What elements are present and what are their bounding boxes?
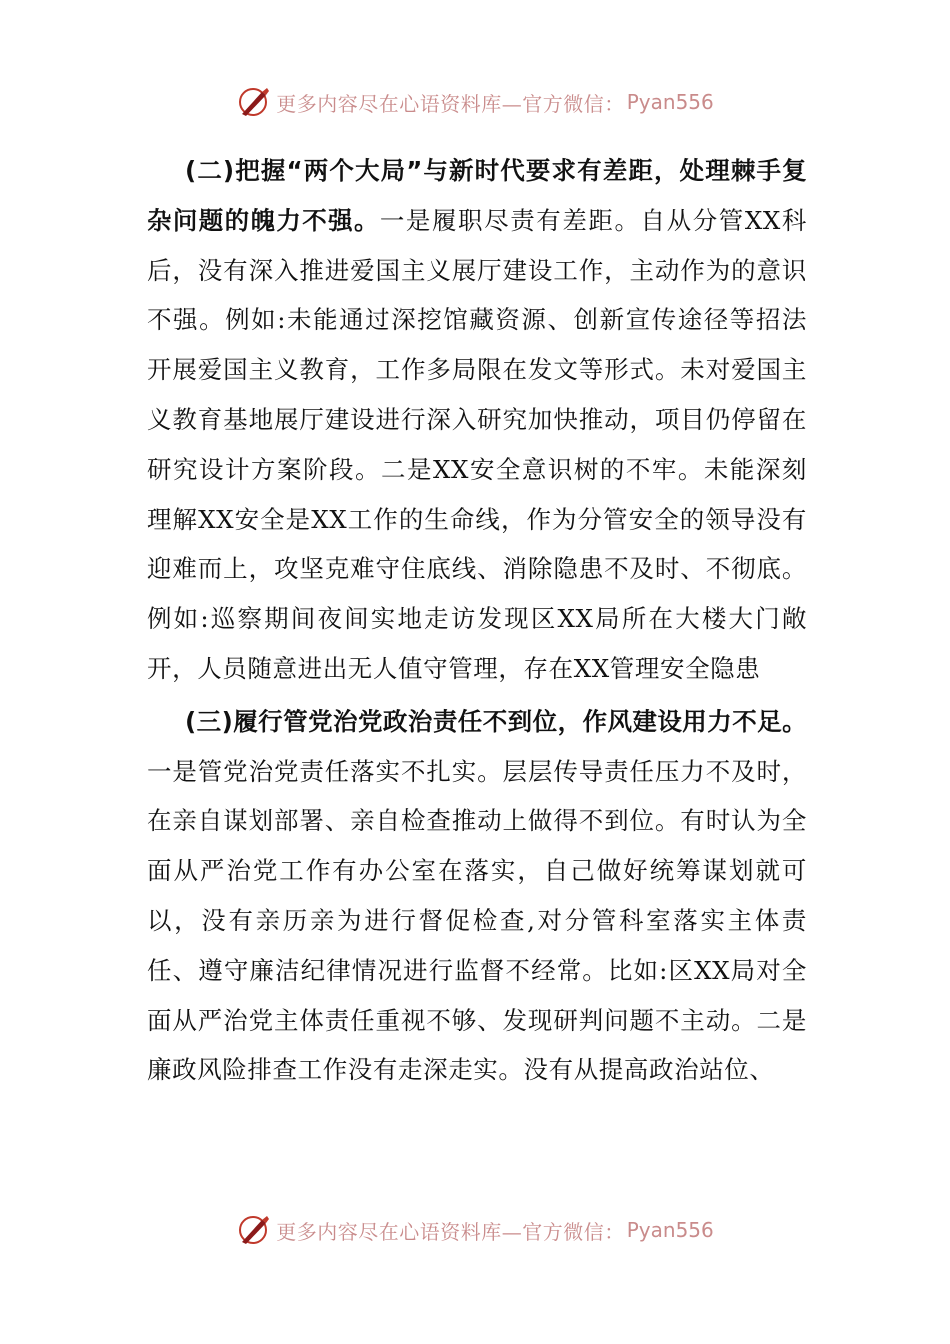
paragraph-heading: (二)把握“两个大局”与新时代要求有差距，处理棘手复杂问题的魄力不强。	[147, 156, 807, 235]
watermark-banner-bottom	[0, 1208, 950, 1252]
watermark-banner-top	[0, 80, 950, 124]
paragraph-body: 一是履职尽责有差距。自从分管XX科后，没有深入推进爱国主义展厅建设工作，主动作为的意识不强。例如:未能通过深挖馆藏资源、创新宣传途径等招法开展爱国主义教育，工作多局限在发文等形式。未对爱国主义教育基地展厅建设进行深入研究加快推动，项目仍停留在研究设计方案阶段。二是XX安全意识树的不牢。未能深刻理解XX安全是XX工作的生命线，作为分管安全的领导没有迎难而上，攻坚克难守住底线、消除隐患不及时、不彻底。例如:巡察期间夜间实地走访发现区XX局所在大楼大门敞开，人员随意进出无人值守管理，存在XX管理安全隐患	[147, 205, 807, 683]
paragraph-body: 一是管党治党责任落实不扎实。层层传导责任压力不及时，在亲自谋划部署、亲自检查推动上做得不到位。有时认为全面从严治党工作有办公室在落实，自己做好统筹谋划就可以，没有亲历亲为进行督促检查,对分管科室落实主体责任、遵守廉洁纪律情况进行监督不经常。比如:区XX局对全面从严治党主体责任重视不够、发现研判问题不主动。二是廉政风险排查工作没有走深走实。没有从提高政治站位、	[147, 756, 807, 1085]
pen-circle-icon	[236, 84, 272, 120]
watermark-wechat-id: Pyan556	[626, 1218, 714, 1242]
paragraph-2	[147, 146, 807, 694]
document-body	[147, 146, 807, 1095]
watermark-text: 更多内容尽在心语资料库—官方微信：	[276, 91, 625, 116]
watermark-text: 更多内容尽在心语资料库—官方微信：	[276, 1219, 625, 1244]
paragraph-3	[147, 697, 807, 1095]
watermark-wechat-id: Pyan556	[626, 90, 714, 114]
pen-circle-icon	[236, 1212, 272, 1248]
paragraph-heading: (三)履行管党治党政治责任不到位，作风建设用力不足。	[185, 706, 807, 736]
